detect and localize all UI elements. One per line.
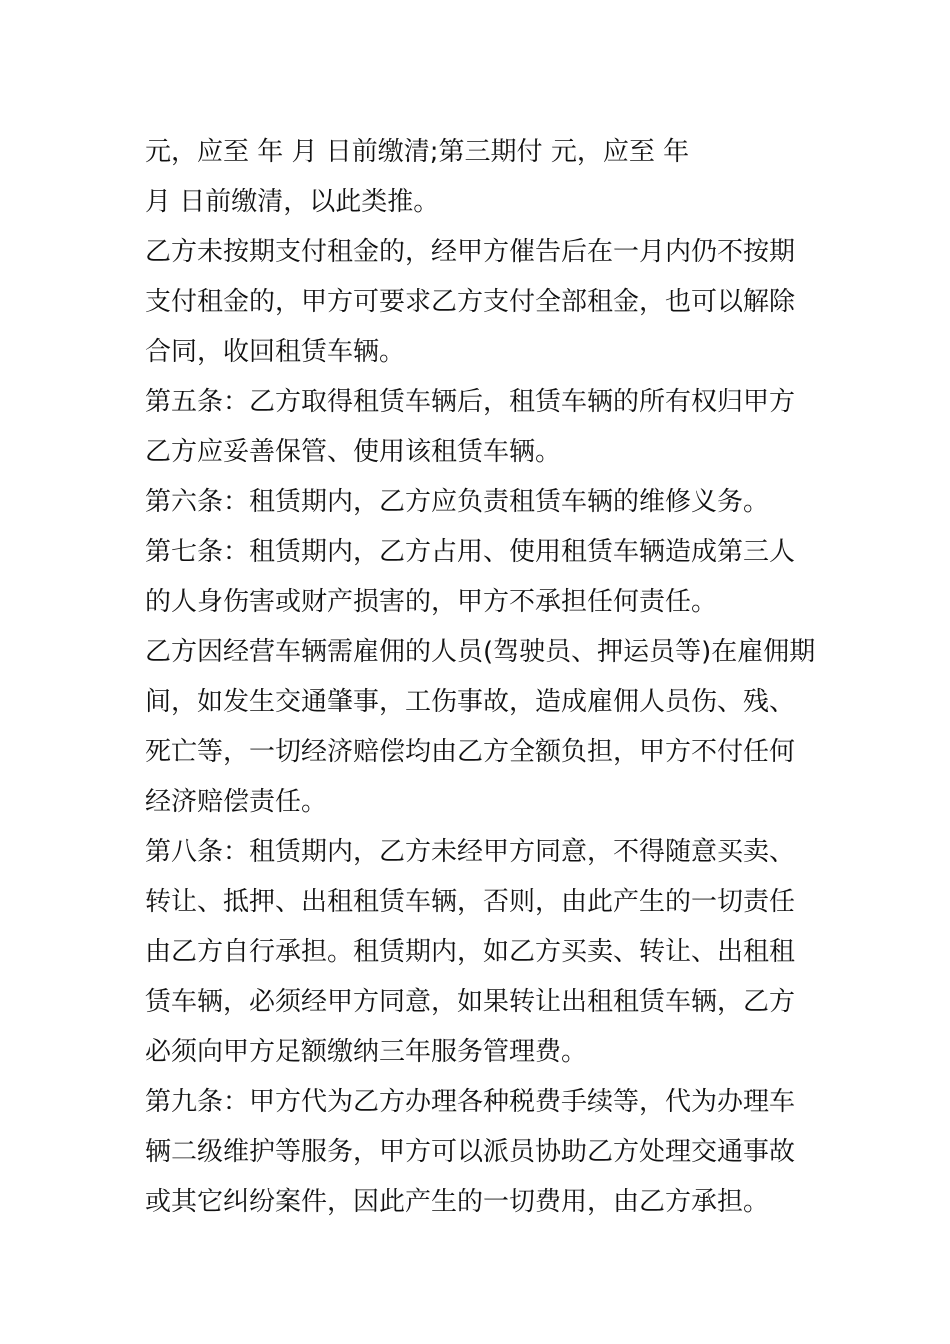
text-line: 支付租金的，甲方可要求乙方支付全部租金，也可以解除 [145,287,796,317]
text-line: 第九条：甲方代为乙方办理各种税费手续等，代为办理车 [145,1087,796,1117]
text-line: 乙方因经营车辆需雇佣的人员(驾驶员、押运员等)在雇佣期 [145,637,816,667]
text-line: 间，如发生交通肇事，工伤事故，造成雇佣人员伤、残、 [145,687,796,717]
text-line: 或其它纠纷案件，因此产生的一切费用，由乙方承担。 [145,1187,770,1217]
text-line: 第六条：租赁期内，乙方应负责租赁车辆的维修义务。 [145,487,770,517]
text-line: 死亡等，一切经济赔偿均由乙方全额负担，甲方不付任何 [145,737,796,767]
document-body [145,127,816,1227]
text-line: 乙方未按期支付租金的，经甲方催告后在一月内仍不按期 [145,237,796,267]
text-line: 合同，收回租赁车辆。 [145,337,406,367]
text-line: 乙方应妥善保管、使用该租赁车辆。 [145,437,562,467]
text-line: 的人身伤害或财产损害的，甲方不承担任何责任。 [145,587,718,617]
text-line: 赁车辆，必须经甲方同意，如果转让出租租赁车辆，乙方 [145,987,796,1017]
text-line: 辆二级维护等服务，甲方可以派员协助乙方处理交通事故 [145,1137,796,1167]
text-line: 第五条：乙方取得租赁车辆后，租赁车辆的所有权归甲方 [145,387,796,417]
text-line: 第七条：租赁期内，乙方占用、使用租赁车辆造成第三人 [145,537,796,567]
text-line: 由乙方自行承担。租赁期内，如乙方买卖、转让、出租租 [145,937,796,967]
text-line: 必须向甲方足额缴纳三年服务管理费。 [145,1037,588,1067]
text-line: 月 日前缴清，以此类推。 [145,187,440,217]
text-line: 元，应至 年 月 日前缴清;第三期付 元，应至 年 [145,137,690,167]
text-line: 经济赔偿责任。 [145,787,328,817]
text-line: 转让、抵押、出租租赁车辆，否则，由此产生的一切责任 [145,887,796,917]
text-line: 第八条：租赁期内，乙方未经甲方同意，不得随意买卖、 [145,837,796,867]
